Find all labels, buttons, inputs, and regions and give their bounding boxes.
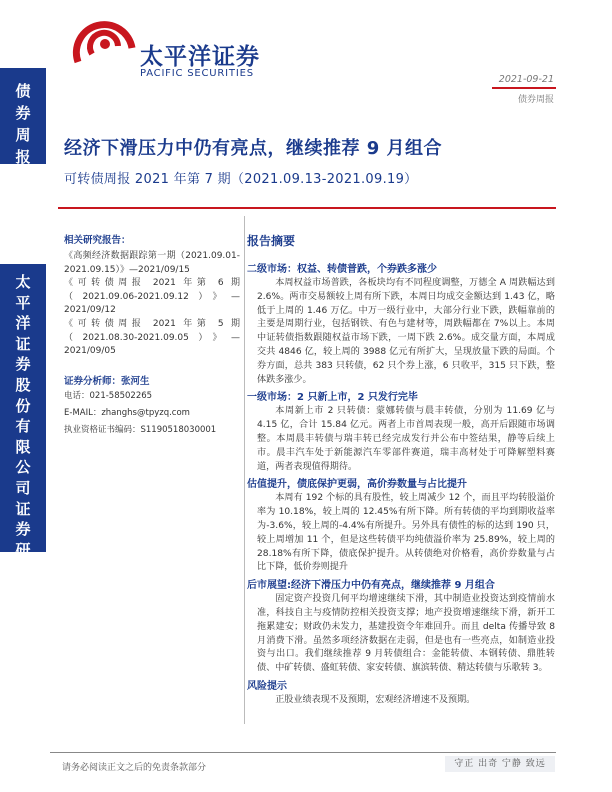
- header-rule: [492, 87, 556, 89]
- analyst-phone: 电话：021-58502265: [64, 390, 153, 401]
- footer-rule: [50, 752, 556, 753]
- footer-motto: 守正 出奇 宁静 致远: [445, 756, 555, 772]
- left-column: [64, 232, 240, 438]
- section-text: 本周权益市场普跌，各板块均有不同程度调整，万德全 A 周跌幅达到 2.6%。两市交易额较上周有所下跌，本周日均成交金额达到 1.43 亿，略低于上周的 1.46 万亿。中万一级行业中，大部分行业下跌，跌幅靠前的主要是周期行业，包括钢铁、有色与建材等，周跌幅都在 7%以上。本周中证转债指数跟随权益市场下跌，一周下跌 2.6%。成交量方面，本周成交共 4846 亿，较上周的 3988 亿元有所扩大，呈现放量下跌的局面。个券方面，总共 383 只转债，62 只个券上涨，6 只收平，315 只下跌，整体跌多涨少。: [257, 278, 555, 385]
- summary-heading: 报告摘要: [247, 234, 296, 248]
- sidebar-char: 有: [15, 417, 31, 436]
- analyst-email: E-MAIL：zhanghs@tpyzq.com: [64, 407, 190, 418]
- sidebar-char: 债: [15, 82, 31, 100]
- title-separator: [58, 207, 556, 209]
- summary-column: [247, 232, 555, 708]
- sidebar-char: 券: [15, 520, 31, 539]
- related-report-item: 《高频经济数据跟踪第一期（2021.09.01-2021.09.15）》—2021/09/15: [64, 251, 240, 275]
- sidebar-company-text: [0, 272, 46, 622]
- related-report-item: 《可转债周报 2021 年第 6 期（2021.09.06-2021.09.12）》—2021/09/12: [64, 278, 240, 316]
- report-title: 经济下滑压力中仍有亮点，继续推荐 9 月组合: [64, 138, 443, 159]
- sidebar-char: 限: [15, 437, 31, 456]
- report-subtitle: 可转债周报 2021 年第 7 期（2021.09.13-2021.09.19）: [64, 172, 418, 187]
- sidebar-char: 报: [15, 581, 31, 600]
- section-heading: 估值提升，债底保护更弱，高价券数量与占比提升: [247, 479, 467, 491]
- sidebar-char: 平: [15, 293, 31, 312]
- sidebar-char: 周: [15, 126, 31, 144]
- sidebar-char: 股: [15, 375, 31, 394]
- footer-disclaimer: 请务必阅读正文之后的免责条款部分: [62, 763, 207, 773]
- brand-name-en: PACIFIC SECURITIES: [140, 68, 254, 79]
- sidebar-char: 券: [15, 104, 31, 122]
- analyst-cert: 执业资格证书编码：S1190518030001: [64, 424, 217, 435]
- section-heading: 风险提示: [247, 680, 287, 692]
- section-heading: 后市展望:经济下滑压力中仍有亮点，继续推荐 9 月组合: [247, 580, 495, 592]
- sidebar-category-text: [0, 80, 46, 168]
- sidebar-char: 研: [15, 540, 31, 559]
- sidebar-char: 份: [15, 396, 31, 415]
- report-type: 债券周报: [517, 95, 554, 105]
- section-heading: 一级市场：2 只新上市，2 只发行完毕: [247, 392, 418, 404]
- sidebar-char: 太: [15, 273, 31, 291]
- sidebar-char: 公: [15, 458, 31, 477]
- sidebar-char: 报: [15, 148, 31, 166]
- sidebar-char: 告: [15, 602, 31, 621]
- section-text: 本周新上市 2 只转债：蒙娜转债与晨丰转债，分别为 11.69 亿与 4.15 亿，合计 15.84 亿元。两者上市首周表现一般，高开后跟随市场调整。本周晨丰转债与瑞丰转已经完成发行并公布中签结果，静等后续上市。晨丰汽车处于新能源汽车零部件赛道，瑞丰高材处于可降解塑料赛道，两者表现值得期待。: [257, 406, 555, 472]
- sidebar-char: 司: [15, 478, 31, 497]
- sidebar-char: 洋: [15, 314, 31, 333]
- related-reports-label: 相关研究报告：: [64, 235, 131, 246]
- sidebar-char: 券: [15, 355, 31, 374]
- brand-name-cn: 太平洋证券: [140, 44, 260, 70]
- report-date: 2021-09-21: [498, 74, 554, 85]
- sidebar-char: 证: [15, 499, 31, 518]
- section-text: 本周有 192 个标的具有股性，较上周减少 12 个，而且平均转股溢价率为 10.18%，较上周的 12.45%有所下降。所有转债的平均到期收益率为-3.6%，较上周的-4.4%有所提升。另外具有债性的标的达到 190 只，较上周增加 11 个，但是这些转债平均纯债溢价率为 25.89%，较上周的 28.18%有所下降，债底保护提升。从转债绝对价格看，高价券数量与占比下降，低价券则提升: [257, 493, 555, 573]
- sidebar-char: 证: [15, 334, 31, 353]
- analyst-label: 证券分析师：张河生: [64, 375, 150, 387]
- section-text: 正股业绩表现不及预期，宏观经济增速不及预期。: [275, 694, 476, 705]
- section-text: 固定资产投资几何平均增速继续下滑，其中制造业投资达到疫情前水准，科技自主与疫情防控相关投资支撑；地产投资增速继续下滑，新开工拖累建安；财政仍未发力，基建投资令年难回升。而且 delta 传播导致 8 月消费下滑。虽然多项经济数据在走弱，但是也有一些亮点，如制造业投资与出口。我们继续推荐 9 月转债组合：金能转债、本钢转债、鼎胜转债、中矿转债、盛虹转债、家安转债、旗滨转债、精达转债与乐歌转 3。: [257, 594, 555, 674]
- related-report-item: 《可转债周报 2021 年第 5 期（2021.08.30-2021.09.05）》—2021/09/05: [64, 318, 240, 357]
- column-divider: [244, 216, 245, 724]
- pacific-securities-logo-icon: [70, 14, 140, 72]
- sidebar-char: 究: [15, 561, 31, 580]
- section-heading: 二级市场：权益、转债普跌，个券跌多涨少: [247, 264, 437, 275]
